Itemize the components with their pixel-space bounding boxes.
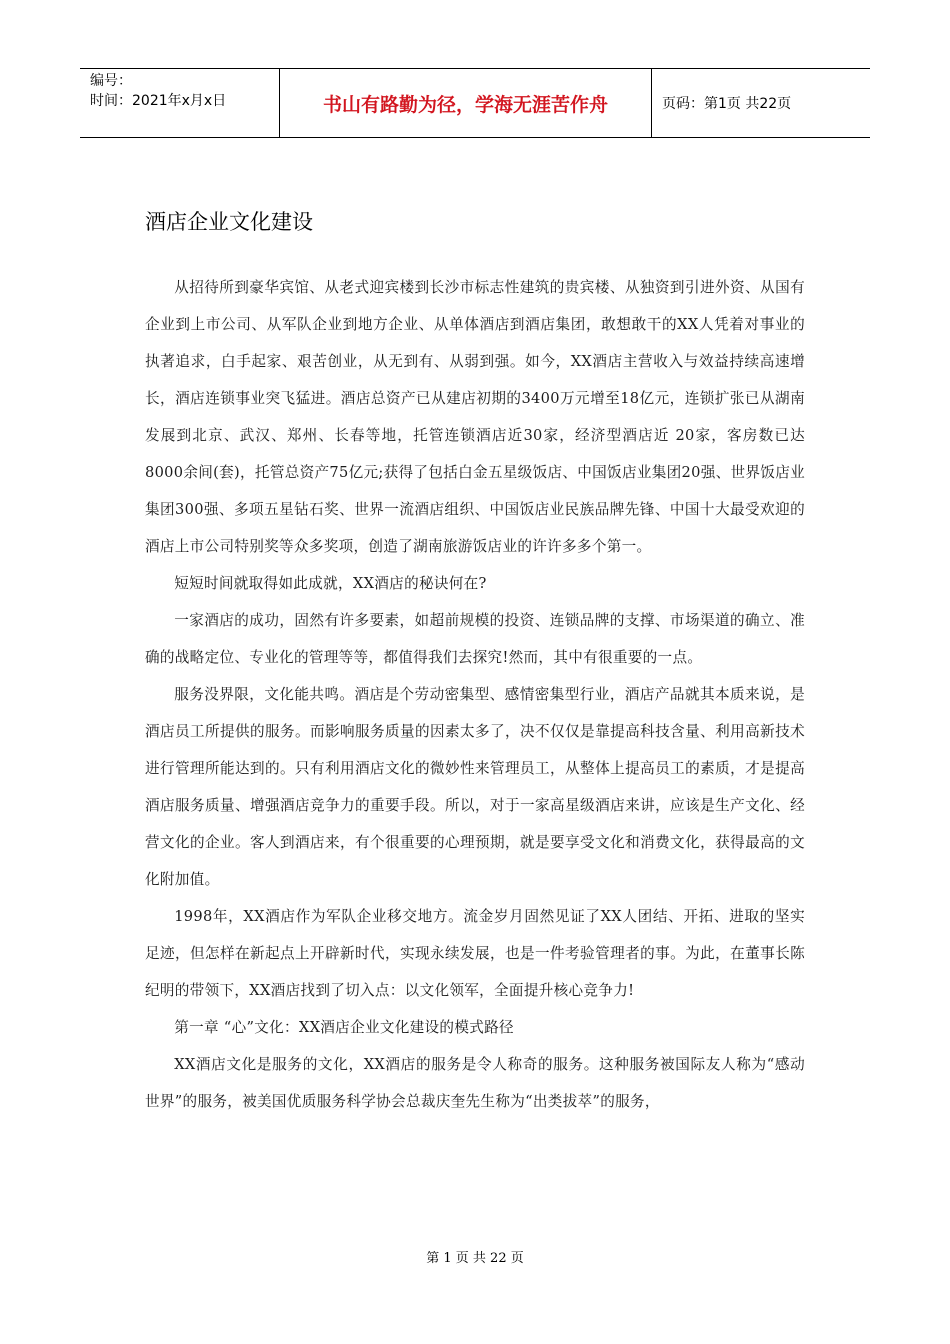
paragraph: 服务没界限，文化能共鸣。酒店是个劳动密集型、感情密集型行业，酒店产品就其本质来说，是酒店员工所提供的服务。而影响服务质量的因素太多了，决不仅仅是靠提高科技含量、利用高新技术进行管理所能达到的。只有利用酒店文化的微妙性来管理员工，从整体上提高员工的素质，才是提高酒店服务质量、增强酒店竞争力的重要手段。所以，对于一家高星级酒店来讲，应该是生产文化、经营文化的企业。客人到酒店来，有个很重要的心理预期，就是要享受文化和消费文化，获得最高的文化附加值。 (145, 686, 805, 888)
paragraph: XX酒店文化是服务的文化，XX酒店的服务是令人称奇的服务。这种服务被国际友人称为“感动世界”的服务，被美国优质服务科学协会总裁庆奎先生称为“出类拔萃”的服务， (145, 1056, 805, 1110)
document-body (145, 269, 805, 1120)
paragraph: 1998年，XX酒店作为军队企业移交地方。流金岁月固然见证了XX人团结、开拓、进取的坚实足迹，但怎样在新起点上开辟新时代，实现永续发展，也是一件考验管理者的事。为此，在董事长陈纪明的带领下，XX酒店找到了切入点：以文化领军，全面提升核心竞争力! (145, 908, 805, 999)
chapter-heading: 第一章 “心”文化：XX酒店企业文化建设的模式路径 (174, 1019, 514, 1036)
number-label: 编号： (90, 73, 132, 89)
paragraph: 一家酒店的成功，固然有许多要素，如超前规模的投资、连锁品牌的支撑、市场渠道的确立、准确的战略定位、专业化的管理等等，都值得我们去探究!然而，其中有很重要的一点。 (145, 612, 805, 666)
header-page-cell (652, 69, 870, 137)
header-table (80, 68, 870, 138)
page-footer: 第 1 页 共 22 页 (426, 1251, 524, 1266)
motto-text: 书山有路勤为径，学海无涯苦作舟 (322, 93, 608, 116)
paragraph: 从招待所到豪华宾馆、从老式迎宾楼到长沙市标志性建筑的贵宾楼、从独资到引进外资、从国有企业到上市公司、从军队企业到地方企业、从单体酒店到酒店集团，敢想敢干的XX人凭着对事业的执著追求，白手起家、艰苦创业，从无到有、从弱到强。如今，XX酒店主营收入与效益持续高速增长，酒店连锁事业突飞猛进。酒店总资产已从建店初期的3400万元增至18亿元，连锁扩张已从湖南发展到北京、武汉、郑州、长春等地，托管连锁酒店近30家，经济型酒店近 20家，客房数已达8000余间(套)，托管总资产75亿元;获得了包括白金五星级饭店、中国饭店业集团20强、世界饭店业集团300强、多项五星钻石奖、世界一流酒店组织、中国饭店业民族品牌先锋、中国十大最受欢迎的酒店上市公司特别奖等众多奖项，创造了湖南旅游饭店业的许许多多个第一。 (145, 279, 805, 555)
document-title: 酒店企业文化建设 (145, 210, 313, 234)
header-meta-cell (80, 69, 280, 137)
page-info: 页码：第1页 共22页 (662, 96, 792, 112)
paragraph: 短短时间就取得如此成就，XX酒店的秘诀何在? (174, 575, 487, 592)
time-label: 时间：2021年x月x日 (90, 93, 227, 109)
header-motto-cell (280, 69, 652, 137)
